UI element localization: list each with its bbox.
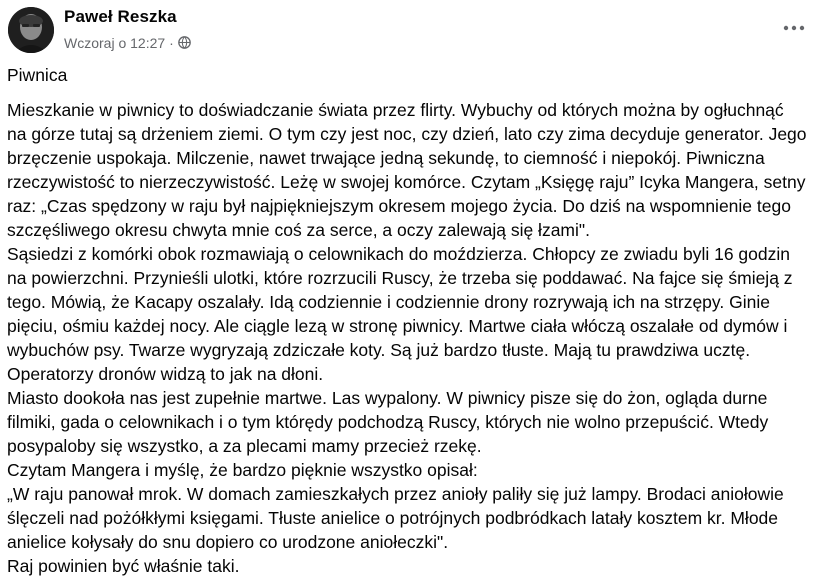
meta-separator: · [169, 34, 174, 51]
post-timestamp[interactable]: Wczoraj o 12:27 [64, 34, 166, 51]
post-text-line: rzeczywistość to nierzeczywistość. Leżę w swojej komórce. Czytam „Księgę raju” Icyka Mangera, setny [7, 172, 806, 192]
post-text-line: ślęczeli nad pożółkłymi księgami. Tłuste anielice o potrójnych podbródkach latały kosztem kr. Młode [7, 508, 779, 528]
post-text [7, 98, 813, 578]
post-text-line: brzęczenie uspokaja. Milczenie, nawet trwające jedną sekundę, to ciemność i niepokój. Piwniczna [7, 148, 765, 168]
post-text-line: raz: „Czas spędzony w raju był najpiękniejszym okresem mojego życia. Do dziś na wspomnienie tego [7, 196, 791, 216]
post-text-line: anielice kołysały do snu dopiero co urodzone aniołeczki". [7, 532, 449, 552]
avatar[interactable] [8, 7, 54, 53]
post-text-line: tego. Mówią, że Kacapy oszalały. Idą codziennie i codziennie drony rozrywają ich na strzępy. Ginie [7, 292, 770, 312]
more-horizontal-icon [783, 25, 805, 31]
globe-icon [178, 36, 191, 49]
post-title: Piwnica [7, 65, 68, 85]
post-text-line: Raj powinien być właśnie taki. [7, 556, 240, 576]
spacer [7, 87, 813, 98]
post-text-line: Sąsiedzi z komórki obok rozmawiają o celownikach do moździerza. Chłopcy ze zwiadu byli 16 godzin [7, 244, 791, 264]
post-text-line: „W raju panował mrok. W domach zamieszkałych przez anioły paliły się już lampy. Brodaci aniołowie [7, 484, 784, 504]
post-text-line: wybuchów psy. Twarze wygryzają zdziczałe koty. Są już bardzo tłuste. Mają tu prawdziwa ucztę. [7, 340, 751, 360]
post-text-line: posypaloby się wszystko, a za plecami mamy przecież rzekę. [7, 436, 482, 456]
post-text-line: Operatorzy dronów widzą to jak na dłoni. [7, 364, 324, 384]
post-text-line: Miasto dookoła nas jest zupełnie martwe. Las wypalony. W piwnicy pisze się do żon, ogląda durne [7, 388, 768, 408]
post-meta [64, 34, 191, 51]
post-body [7, 63, 813, 578]
post-text-line: filmiki, gada o celownikach i o tym którędy podchodzą Ruscy, których nie wolno przepuścić. Wtedy [7, 412, 769, 432]
author-name[interactable]: Paweł Reszka [64, 7, 177, 26]
post-text-line: na powierzchni. Przynieśli ulotki, które rozrzucili Ruscy, że trzeba się poddawać. Na fajce się śmieją z [7, 268, 793, 288]
post-text-line: pięciu, ośmiu każdej nocy. Ale ciągle lezą w stronę piwnicy. Martwe ciała włóczą oszalałe od dymów i [7, 316, 788, 336]
post-text-line: Czytam Mangera i myślę, że bardzo pięknie wszystko opisał: [7, 460, 478, 480]
post-text-line: Mieszkanie w piwnicy to doświadczanie świata przez flirty. Wybuchy od których można by ogłuchnąć [7, 100, 784, 120]
more-options-button[interactable] [779, 14, 809, 42]
post-text-line: na górze tutaj są drżeniem ziemi. O tym czy jest noc, czy dzień, lato czy zima decyduje generator. Jego [7, 124, 807, 144]
post-text-line: szczęśliwego okresu chwyta mnie coś za serce, a oczy zalewają się łzami". [7, 220, 590, 240]
